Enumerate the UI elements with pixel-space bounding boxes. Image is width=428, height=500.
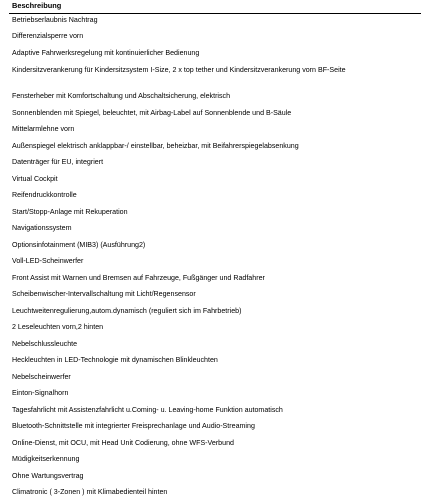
- list-item: Optionsinfotainment (MIB3) (Ausführung2): [12, 241, 146, 249]
- list-item: Außenspiegel elektrisch anklappbar-/ einstellbar, beheizbar, mit Beifahrerspiegelabsenkung: [12, 142, 299, 150]
- table-header: [9, 0, 421, 14]
- list-item: Start/Stopp-Anlage mit Rekuperation: [12, 208, 128, 216]
- column-header-beschreibung: Beschreibung: [12, 1, 62, 10]
- list-item: Virtual Cockpit: [12, 175, 58, 183]
- list-item: Nebelscheinwerfer: [12, 373, 71, 381]
- list-item: Müdigkeitserkennung: [12, 455, 80, 463]
- list-item: Voll-LED-Scheinwerfer: [12, 257, 84, 265]
- list-item: Adaptive Fahrwerksregelung mit kontinuierlicher Bedienung: [12, 49, 200, 57]
- list-item: Fensterheber mit Komfortschaltung und Abschaltsicherung, elektrisch: [12, 92, 231, 100]
- list-item: Datenträger für EU, integriert: [12, 158, 104, 166]
- list-item: Front Assist mit Warnen und Bremsen auf Fahrzeuge, Fußgänger und Radfahrer: [12, 274, 265, 282]
- list-item: Online-Dienst, mit OCU, mit Head Unit Codierung, ohne WFS-Verbund: [12, 439, 234, 447]
- list-item: 2 Leseleuchten vorn,2 hinten: [12, 323, 104, 331]
- list-item: Reifendruckkontrolle: [12, 191, 77, 199]
- list-item: Ohne Wartungsvertrag: [12, 472, 84, 480]
- list-item: Kindersitzverankerung für Kindersitzsystem I-Size, 2 x top tether und Kindersitzverankerung vorn BF-Seite: [12, 66, 346, 74]
- list-item: Leuchtweitenregulierung,autom.dynamisch (reguliert sich im Fahrbetrieb): [12, 307, 242, 315]
- list-item: Sonnenblenden mit Spiegel, beleuchtet, mit Airbag-Label auf Sonnenblende und B-Säule: [12, 109, 292, 117]
- list-item: Bluetooth-Schnittstelle mit integrierter Freisprechanlage und Audio-Streaming: [12, 422, 255, 430]
- list-item: Nebelschlussleuchte: [12, 340, 78, 348]
- list-item: Differenzialsperre vorn: [12, 32, 84, 40]
- list-item: Heckleuchten in LED-Technologie mit dynamischen Blinkleuchten: [12, 356, 218, 364]
- list-item: Scheibenwischer-Intervallschaltung mit Licht/Regensensor: [12, 290, 196, 298]
- list-item: Tagesfahrlicht mit Assistenzfahrlicht u.Coming- u. Leaving-home Funktion automatisch: [12, 406, 283, 414]
- list-item: Navigationssystem: [12, 224, 72, 232]
- list-item: Climatronic ( 3-Zonen ) mit Klimabedienteil hinten: [12, 488, 168, 496]
- list-item: Mittelarmlehne vorn: [12, 125, 75, 133]
- list-item: Betriebserlaubnis Nachtrag: [12, 16, 98, 24]
- list-item: Einton-Signalhorn: [12, 389, 69, 397]
